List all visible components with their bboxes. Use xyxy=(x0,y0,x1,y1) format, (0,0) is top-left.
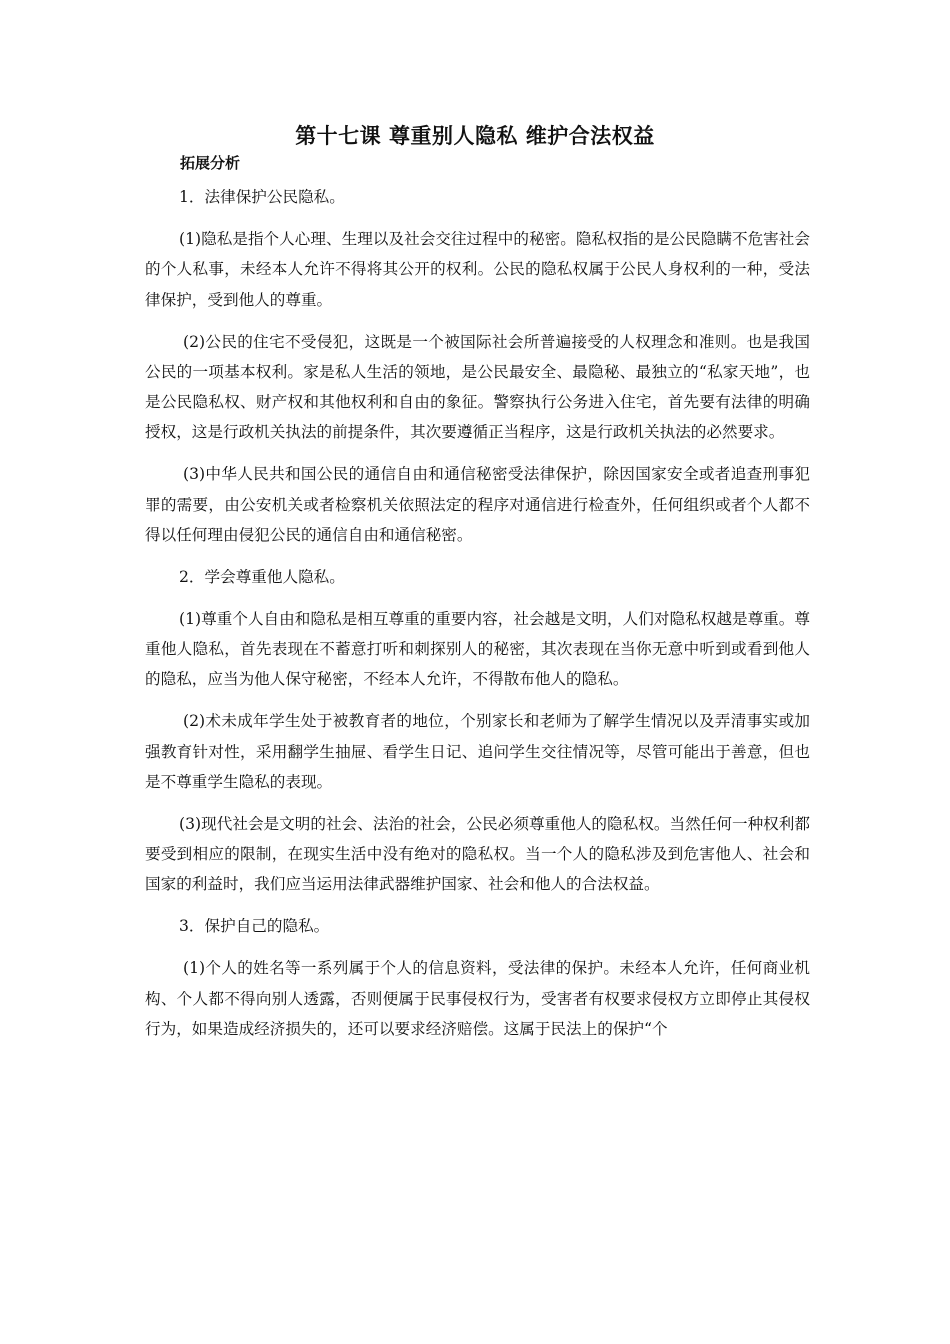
paragraph-1-2: (2)公民的住宅不受侵犯，这既是一个被国际社会所普遍接受的人权理念和准则。也是我国公民的一项基本权利。家是私人生活的领地，是公民最安全、最隐秘、最独立的“私家天地”，也是公民隐私权、财产权和其他权利和自由的象征。警察执行公务进入住宅，首先要有法律的明确授权，这是行政机关执法的前提条件，其次要遵循正当程序，这是行政机关执法的必然要求。 xyxy=(145,332,810,442)
paragraph-2-1: (1)尊重个人自由和隐私是相互尊重的重要内容，社会越是文明，人们对隐私权越是尊重。尊重他人隐私，首先表现在不蓄意打听和刺探别人的秘密，其次表现在当你无意中听到或看到他人的隐私，应当为他人保守秘密，不经本人允许，不得散布他人的隐私。 xyxy=(145,609,810,689)
section-heading-1: 1．法律保护公民隐私。 xyxy=(179,188,345,206)
section-heading-2: 2．学会尊重他人隐私。 xyxy=(179,567,345,586)
paragraph-1-3: (3)中华人民共和国公民的通信自由和通信秘密受法律保护，除因国家安全或者追查刑事犯罪的需要，由公安机关或者检察机关依照法定的程序对通信进行检查外，任何组织或者个人都不得以任何理由侵犯公民的通信自由和通信秘密。 xyxy=(145,465,810,544)
paragraph-1-1: (1)隐私是指个人心理、生理以及社会交往过程中的秘密。隐私权指的是公民隐瞒不危害社会的个人私事，未经本人允许不得将其公开的权利。公民的隐私权属于公民人身权利的一种，受法律保护，受到他人的尊重。 xyxy=(145,230,810,309)
section-heading-3: 3．保护自己的隐私。 xyxy=(179,917,330,936)
paragraph-2-3: (3)现代社会是文明的社会、法治的社会，公民必须尊重他人的隐私权。当然任何一种权利都要受到相应的限制，在现实生活中没有绝对的隐私权。当一个人的隐私涉及到危害他人、社会和国家的利益时，我们应当运用法律武器维护国家、社会和他人的合法权益。 xyxy=(145,814,810,894)
paragraph-2-2: (2)术未成年学生处于被教育者的地位，个别家长和老师为了解学生情况以及弄清事实或加强教育针对性，采用翻学生抽屉、看学生日记、追问学生交往情况等，尽管可能出于善意，但也是不尊重学生隐私的表现。 xyxy=(145,712,810,791)
document-body xyxy=(145,182,810,1056)
section-subheading: 拓展分析 xyxy=(180,154,241,172)
paragraph-3-1: (1)个人的姓名等一系列属于个人的信息资料，受法律的保护。未经本人允许，任何商业机构、个人都不得向别人透露，否则便属于民事侵权行为，受害者有权要求侵权方立即停止其侵权行为，如果造成经济损失的，还可以要求经济赔偿。这属于民法上的保护“个 xyxy=(145,959,810,1038)
document-title: 第十七课 尊重别人隐私 维护合法权益 xyxy=(295,124,655,148)
